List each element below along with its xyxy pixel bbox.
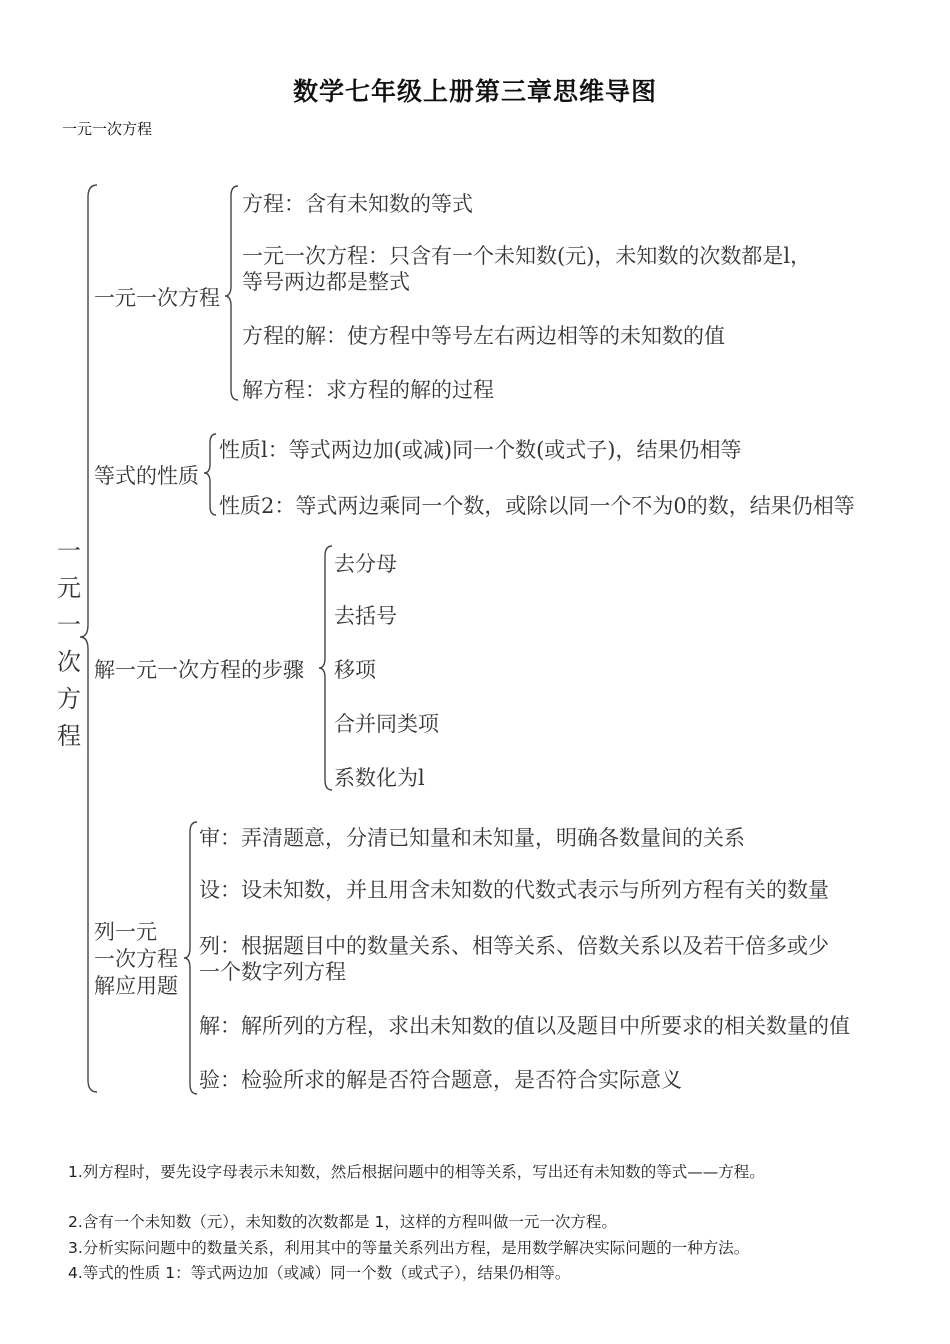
branch-item: 一个数字列方程 (199, 960, 346, 984)
root-label: 一元一次方程 (57, 537, 81, 750)
section-subtitle: 一元一次方程 (62, 120, 153, 138)
branch-item: 设：设未知数，并且用含未知数的代数式表示与所列方程有关的数量 (199, 878, 829, 902)
note-2: 2.含有一个未知数（元），未知数的次数都是 1，这样的方程叫做一元一次方程。 (68, 1213, 617, 1231)
branch3-brace (319, 546, 332, 790)
branch-item: 解方程：求方程的解的过程 (242, 378, 494, 402)
branch-item: 合并同类项 (334, 712, 439, 736)
branch-item: 方程：含有未知数的等式 (242, 192, 473, 216)
branch-label-steps: 解一元一次方程的步骤 (94, 658, 304, 682)
branch-item: 移项 (334, 658, 376, 682)
note-4: 4.等式的性质 1：等式两边加（或减）同一个数（或式子），结果仍相等。 (68, 1264, 571, 1282)
branch-item: 等号两边都是整式 (242, 270, 410, 294)
branch-item: 性质2：等式两边乘同一个数，或除以同一个不为0的数，结果仍相等 (219, 494, 855, 518)
branch-label-line: 一次方程 (94, 947, 178, 971)
branch-item: 一元一次方程：只含有一个未知数(元)，未知数的次数都是l， (242, 244, 812, 268)
branch-item: 列：根据题目中的数量关系、相等关系、倍数关系以及若干倍多或少 (199, 934, 829, 958)
branch4-brace (184, 822, 197, 1094)
branch1-brace (225, 186, 238, 400)
branch-label-line: 列一元 (94, 920, 157, 944)
page-title: 数学七年级上册第三章思维导图 (292, 77, 657, 106)
branch2-brace (204, 434, 216, 515)
branch-item: 系数化为l (334, 766, 425, 790)
branch-item: 验：检验所求的解是否符合题意，是否符合实际意义 (199, 1068, 682, 1092)
branch-item: 方程的解：使方程中等号左右两边相等的未知数的值 (242, 324, 725, 348)
branch-label-line: 解应用题 (94, 974, 178, 998)
branch-item: 去括号 (334, 604, 397, 628)
note-1: 1.列方程时，要先设字母表示未知数，然后根据问题中的相等关系，写出还有未知数的等式——方程。 (68, 1163, 765, 1181)
branch-label-properties: 等式的性质 (94, 464, 199, 488)
branch-label-definition: 一元一次方程 (94, 286, 220, 310)
branch-item: 性质l：等式两边加(或减)同一个数(或式子)，结果仍相等 (219, 438, 742, 462)
note-3: 3.分析实际问题中的数量关系，利用其中的等量关系列出方程，是用数学解决实际问题的一种方法。 (68, 1239, 750, 1257)
branch-item: 去分母 (334, 552, 397, 576)
branch-item: 审：弄清题意，分清已知量和未知量，明确各数量间的关系 (199, 826, 745, 850)
branch-item: 解：解所列的方程，求出未知数的值以及题目中所要求的相关数量的值 (199, 1014, 850, 1038)
